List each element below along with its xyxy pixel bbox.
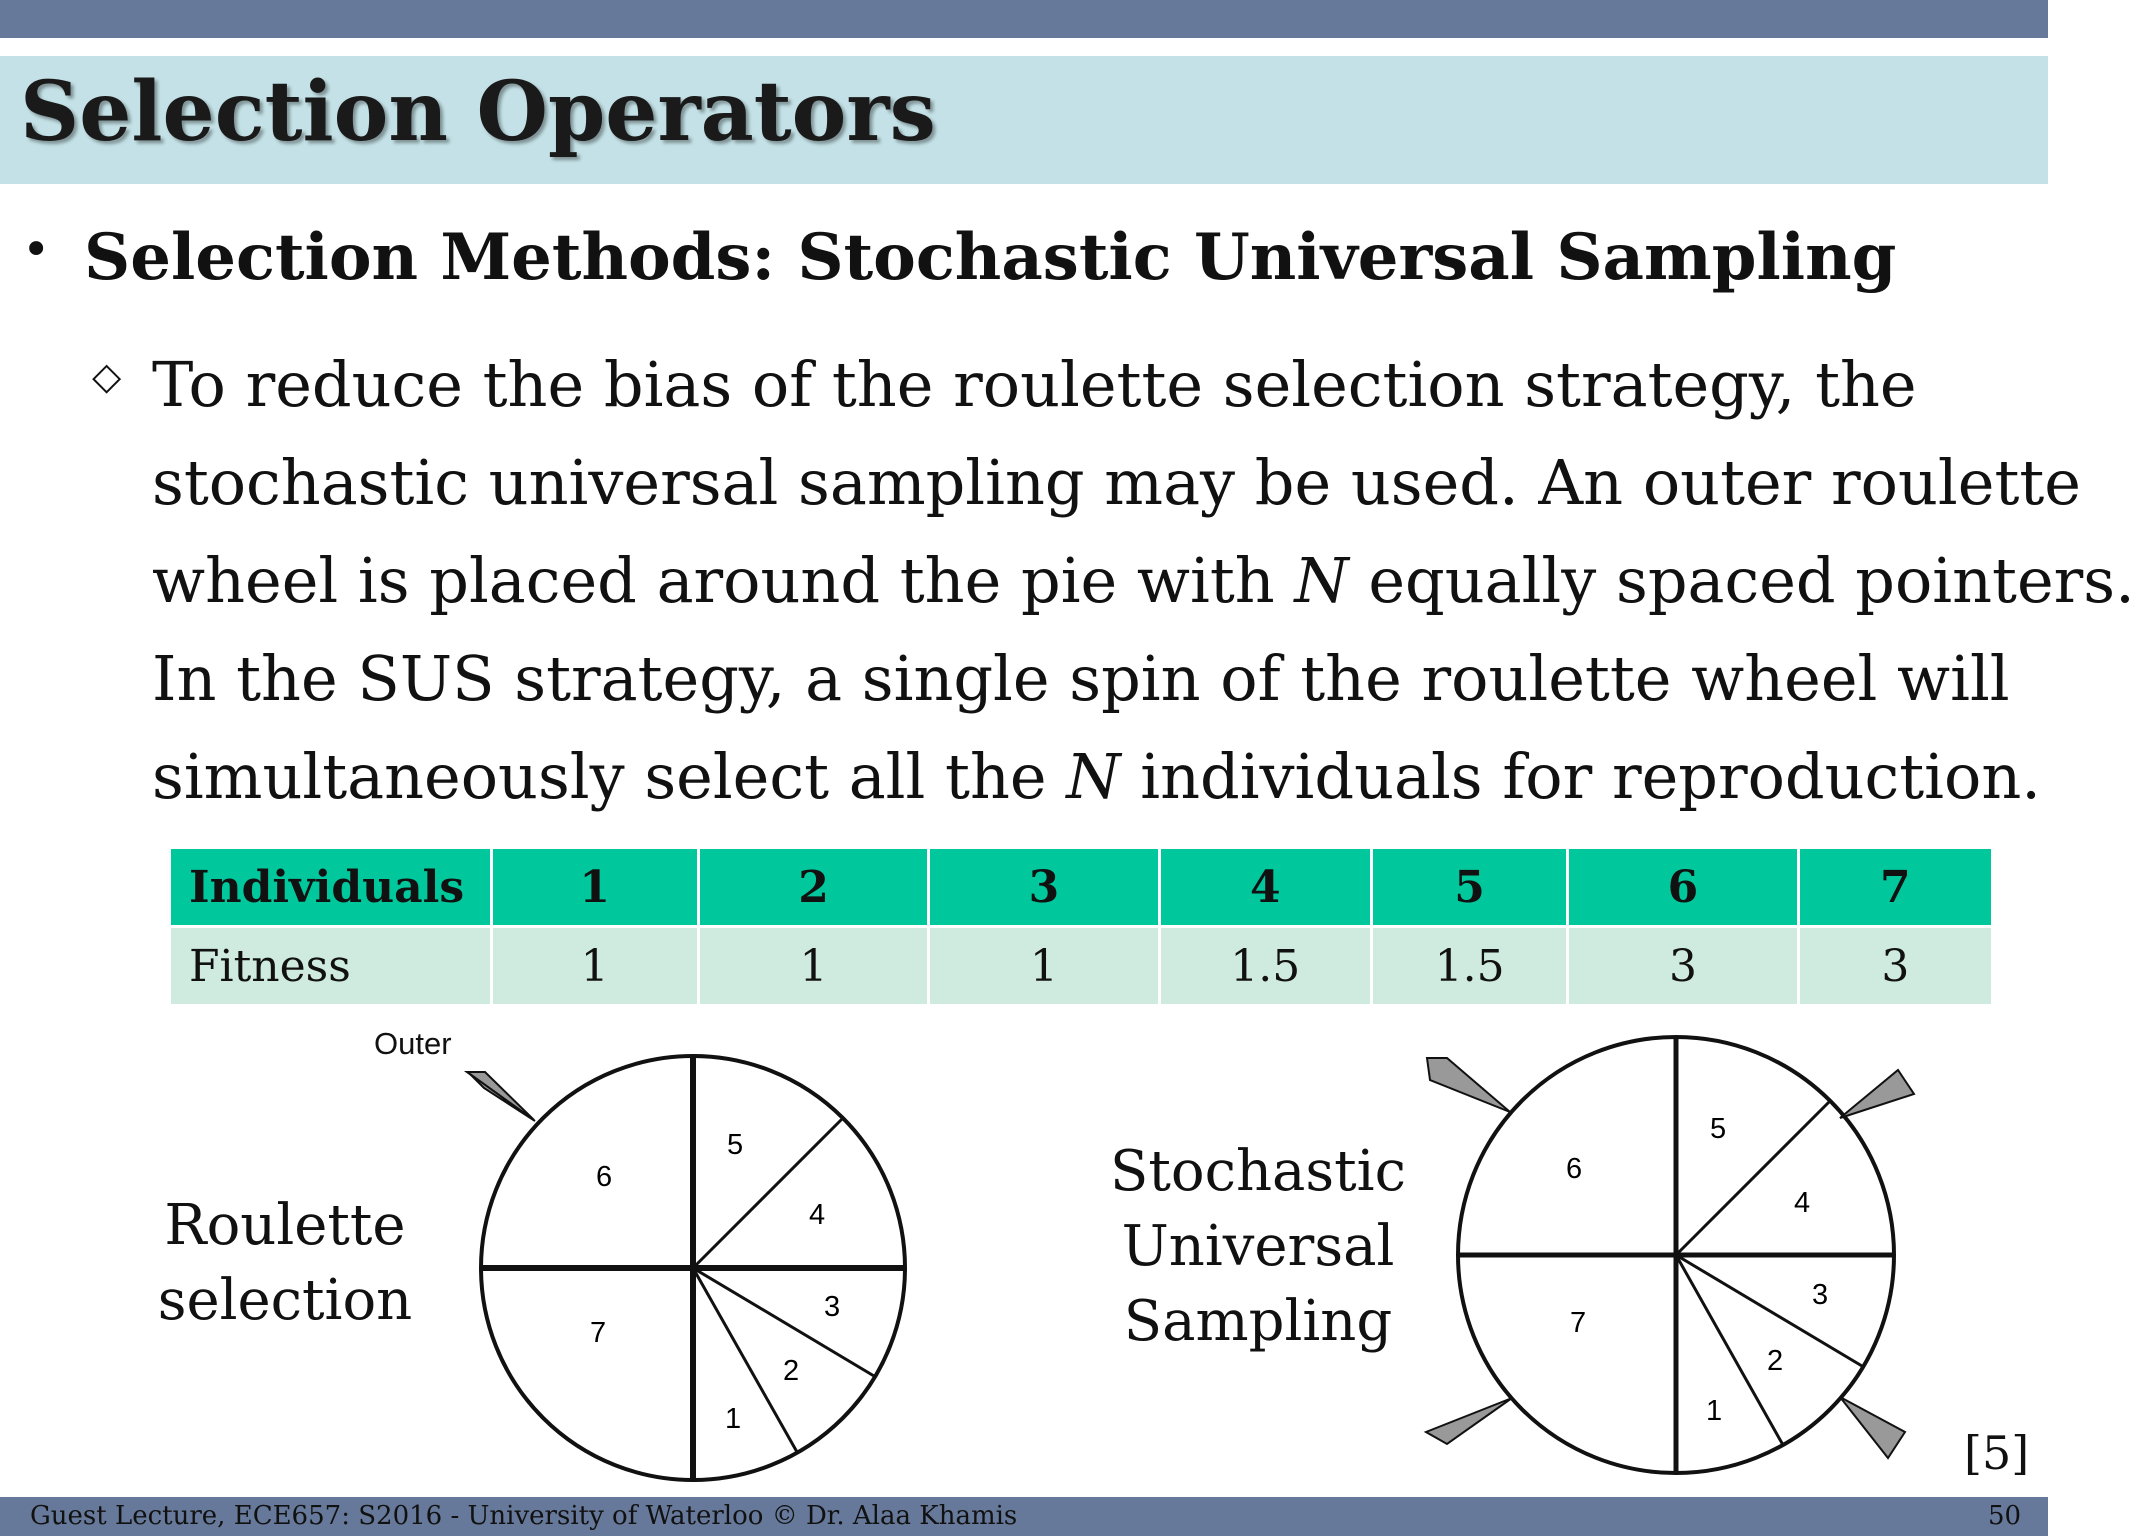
para-line-1: To reduce the bias of the roulette selection strategy, the <box>152 348 1917 421</box>
fitness-cell: 3 <box>1569 928 1796 1004</box>
para-line-5-b: individuals for reproduction. <box>1120 740 2041 813</box>
sus-pointer-icon <box>1840 1070 1914 1118</box>
fitness-cell: 1.5 <box>1161 928 1370 1004</box>
sus-pointer-icon <box>1427 1058 1510 1112</box>
fitness-cell: 1.5 <box>1373 928 1566 1004</box>
para-line-4: In the SUS strategy, a single spin of the roulette wheel will <box>152 642 2010 715</box>
segment-label: 3 <box>824 1291 841 1323</box>
bullet-heading: Selection Methods: Stochastic Universal Sampling <box>84 220 1897 295</box>
segment-label: 3 <box>1812 1279 1829 1311</box>
segment-label: 2 <box>783 1355 800 1387</box>
diamond-bullet-icon: ◇ <box>92 354 122 398</box>
slide-title: Selection Operators <box>20 64 936 160</box>
segment-label: 2 <box>1767 1345 1784 1377</box>
roulette-caption-line-2: selection <box>157 1268 413 1333</box>
sus-caption-line-3: Sampling <box>1123 1289 1393 1354</box>
fitness-cell: 1 <box>493 928 697 1004</box>
segment-label: 5 <box>727 1129 744 1161</box>
fitness-cell: 1 <box>930 928 1157 1004</box>
para-line-5-a: simultaneously select all the <box>152 740 1067 813</box>
para-line-3-b: equally spaced pointers. <box>1348 544 2135 617</box>
para-line-3-a: wheel is placed around the pie with <box>152 544 1295 617</box>
para-line-2: stochastic universal sampling may be used. An outer roulette <box>152 446 2081 519</box>
segment-label: 5 <box>1710 1113 1727 1145</box>
segment-label: 4 <box>809 1199 826 1231</box>
segment-label: 7 <box>590 1317 607 1349</box>
N-symbol: N <box>1066 740 1121 813</box>
roulette-caption-line-1: Roulette <box>164 1193 406 1258</box>
fitness-cell: 1 <box>700 928 927 1004</box>
header-label-cell: Individuals <box>171 849 490 925</box>
roulette-pointer-icon <box>470 1074 535 1121</box>
individual-cell: 1 <box>493 849 697 925</box>
citation: [5] <box>1964 1426 2030 1480</box>
sus-pointer-icon <box>1426 1398 1512 1444</box>
segment-label: 6 <box>596 1161 613 1193</box>
sus-pointer-icon <box>1840 1397 1905 1458</box>
individual-cell: 4 <box>1161 849 1370 925</box>
individual-cell: 7 <box>1800 849 1991 925</box>
segment-label: 1 <box>1706 1395 1723 1427</box>
outer-label: Outer <box>374 1026 452 1061</box>
individual-cell: 6 <box>1569 849 1796 925</box>
sus-caption-line-2: Universal <box>1121 1214 1395 1279</box>
row-label-cell: Fitness <box>171 928 490 1004</box>
individual-cell: 3 <box>930 849 1157 925</box>
bullet-dot: • <box>22 222 51 278</box>
individual-cell: 5 <box>1373 849 1566 925</box>
segment-label: 1 <box>725 1403 742 1435</box>
segment-label: 7 <box>1570 1307 1587 1339</box>
footer-text: Guest Lecture, ECE657: S2016 - University of Waterloo © Dr. Alaa Khamis <box>30 1501 1018 1531</box>
roulette-wheel <box>467 1056 905 1480</box>
sus-wheel <box>1426 1037 1914 1473</box>
page-number: 50 <box>1988 1501 2022 1531</box>
fitness-cell: 3 <box>1800 928 1991 1004</box>
N-symbol: N <box>1294 544 1349 617</box>
segment-label: 6 <box>1566 1153 1583 1185</box>
segment-label: 4 <box>1794 1187 1811 1219</box>
sus-caption-line-1: Stochastic <box>1110 1139 1406 1204</box>
individual-cell: 2 <box>700 849 927 925</box>
